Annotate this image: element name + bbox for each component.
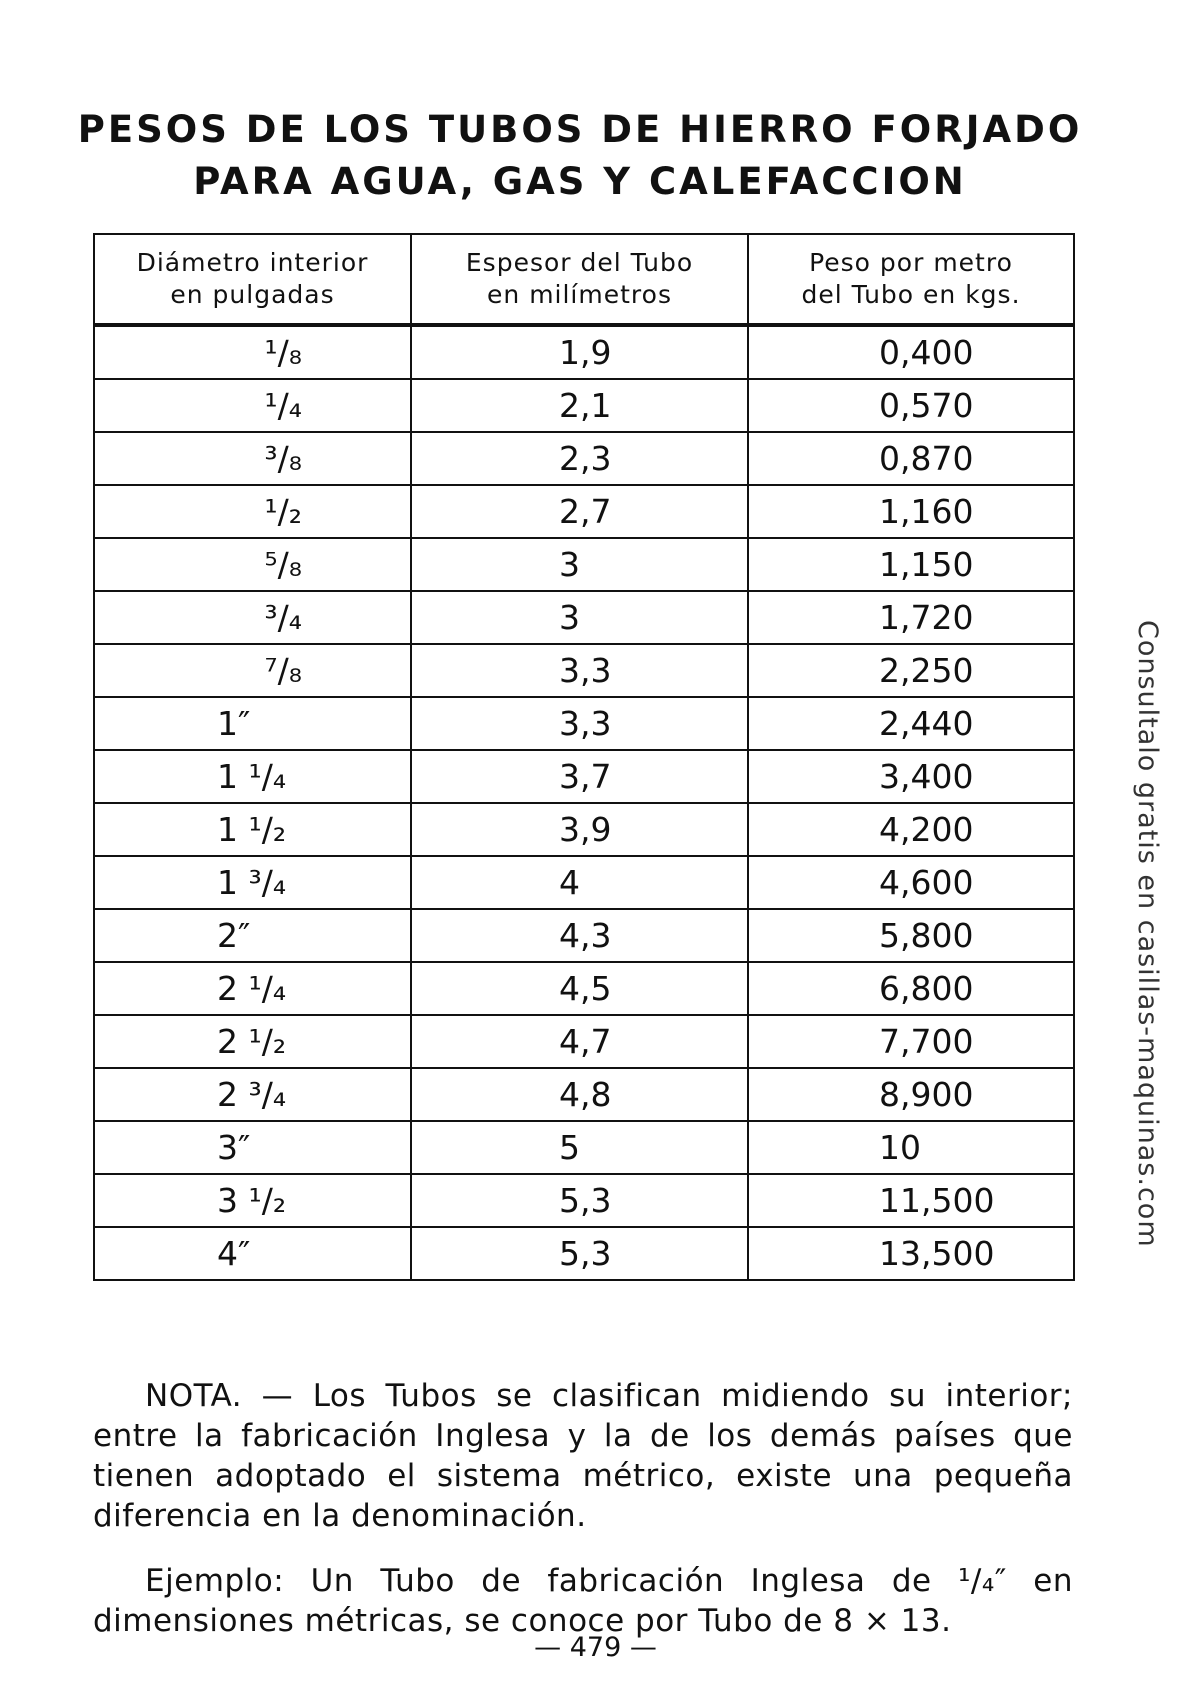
table-header-row: [94, 234, 1074, 325]
cell-espesor: 3,3: [411, 644, 748, 697]
cell-diametro: ³/₄: [94, 591, 411, 644]
cell-diametro: ³/₈: [94, 432, 411, 485]
cell-peso: 1,150: [748, 538, 1074, 591]
cell-espesor: 3,9: [411, 803, 748, 856]
table-row: [94, 1174, 1074, 1227]
table-row: [94, 803, 1074, 856]
cell-peso: 13,500: [748, 1227, 1074, 1280]
cell-diametro: 3″: [94, 1121, 411, 1174]
page-title-line-2: PARA AGUA, GAS Y CALEFACCION: [193, 160, 967, 203]
cell-diametro: 2 ³/₄: [94, 1068, 411, 1121]
cell-diametro: ⁷/₈: [94, 644, 411, 697]
page-number: — 479 —: [534, 1632, 657, 1663]
header-peso: Peso por metro del Tubo en kgs.: [748, 234, 1074, 325]
cell-diametro: ¹/₈: [94, 325, 411, 379]
cell-peso: 3,400: [748, 750, 1074, 803]
cell-peso: 11,500: [748, 1174, 1074, 1227]
cell-espesor: 5: [411, 1121, 748, 1174]
cell-peso: 1,720: [748, 591, 1074, 644]
table-row: [94, 644, 1074, 697]
cell-espesor: 4,8: [411, 1068, 748, 1121]
cell-espesor: 5,3: [411, 1227, 748, 1280]
sidebar-watermark-text: Consultalo gratis en casillas-maquinas.com: [1132, 620, 1163, 1248]
cell-diametro: 1 ¹/₂: [94, 803, 411, 856]
cell-diametro: 1 ³/₄: [94, 856, 411, 909]
table-row: [94, 591, 1074, 644]
cell-espesor: 3,3: [411, 697, 748, 750]
cell-espesor: 3: [411, 591, 748, 644]
cell-espesor: 5,3: [411, 1174, 748, 1227]
table-row: [94, 538, 1074, 591]
header-espesor: Espesor del Tubo en milímetros: [411, 234, 748, 325]
cell-diametro: ¹/₄: [94, 379, 411, 432]
ejemplo-paragraph: Ejemplo: Un Tubo de fabricación Inglesa de ¹/₄″ en dimensiones métricas, se conoce por Tubo de 8 × 13.: [93, 1563, 1073, 1639]
cell-diametro: 4″: [94, 1227, 411, 1280]
cell-peso: 4,600: [748, 856, 1074, 909]
cell-peso: 8,900: [748, 1068, 1074, 1121]
table-row: [94, 909, 1074, 962]
cell-peso: 0,400: [748, 325, 1074, 379]
table-row: [94, 697, 1074, 750]
header-diametro: Diámetro interior en pulgadas: [94, 234, 411, 325]
table-row: [94, 750, 1074, 803]
cell-peso: 1,160: [748, 485, 1074, 538]
cell-diametro: 1″: [94, 697, 411, 750]
cell-espesor: 3,7: [411, 750, 748, 803]
table-row: [94, 379, 1074, 432]
cell-espesor: 2,3: [411, 432, 748, 485]
page-title-line-1: PESOS DE LOS TUBOS DE HIERRO FORJADO: [77, 108, 1083, 151]
cell-diametro: 2 ¹/₂: [94, 1015, 411, 1068]
table-row: [94, 1227, 1074, 1280]
cell-peso: 0,570: [748, 379, 1074, 432]
table-row: [94, 485, 1074, 538]
cell-diametro: 2 ¹/₄: [94, 962, 411, 1015]
cell-espesor: 4,3: [411, 909, 748, 962]
cell-diametro: ⁵/₈: [94, 538, 411, 591]
cell-diametro: 1 ¹/₄: [94, 750, 411, 803]
cell-diametro: 3 ¹/₂: [94, 1174, 411, 1227]
cell-espesor: 1,9: [411, 325, 748, 379]
cell-peso: 4,200: [748, 803, 1074, 856]
cell-espesor: 4,7: [411, 1015, 748, 1068]
cell-peso: 0,870: [748, 432, 1074, 485]
table-row: [94, 962, 1074, 1015]
cell-peso: 2,440: [748, 697, 1074, 750]
nota-paragraph: NOTA. — Los Tubos se clasifican midiendo su interior; entre la fabricación Inglesa y la de los demás países que tienen adoptado el sistema métrico, existe una pequeña diferencia en la denominación.: [93, 1378, 1073, 1534]
cell-diametro: 2″: [94, 909, 411, 962]
cell-peso: 10: [748, 1121, 1074, 1174]
cell-peso: 6,800: [748, 962, 1074, 1015]
table-row: [94, 856, 1074, 909]
cell-espesor: 2,7: [411, 485, 748, 538]
table-row: [94, 1121, 1074, 1174]
cell-peso: 5,800: [748, 909, 1074, 962]
cell-peso: 2,250: [748, 644, 1074, 697]
cell-espesor: 4: [411, 856, 748, 909]
pipe-weights-table: [93, 233, 1075, 1281]
cell-peso: 7,700: [748, 1015, 1074, 1068]
cell-espesor: 2,1: [411, 379, 748, 432]
cell-diametro: ¹/₂: [94, 485, 411, 538]
cell-espesor: 4,5: [411, 962, 748, 1015]
cell-espesor: 3: [411, 538, 748, 591]
table-row: [94, 325, 1074, 379]
table-row: [94, 432, 1074, 485]
table-row: [94, 1068, 1074, 1121]
table-row: [94, 1015, 1074, 1068]
